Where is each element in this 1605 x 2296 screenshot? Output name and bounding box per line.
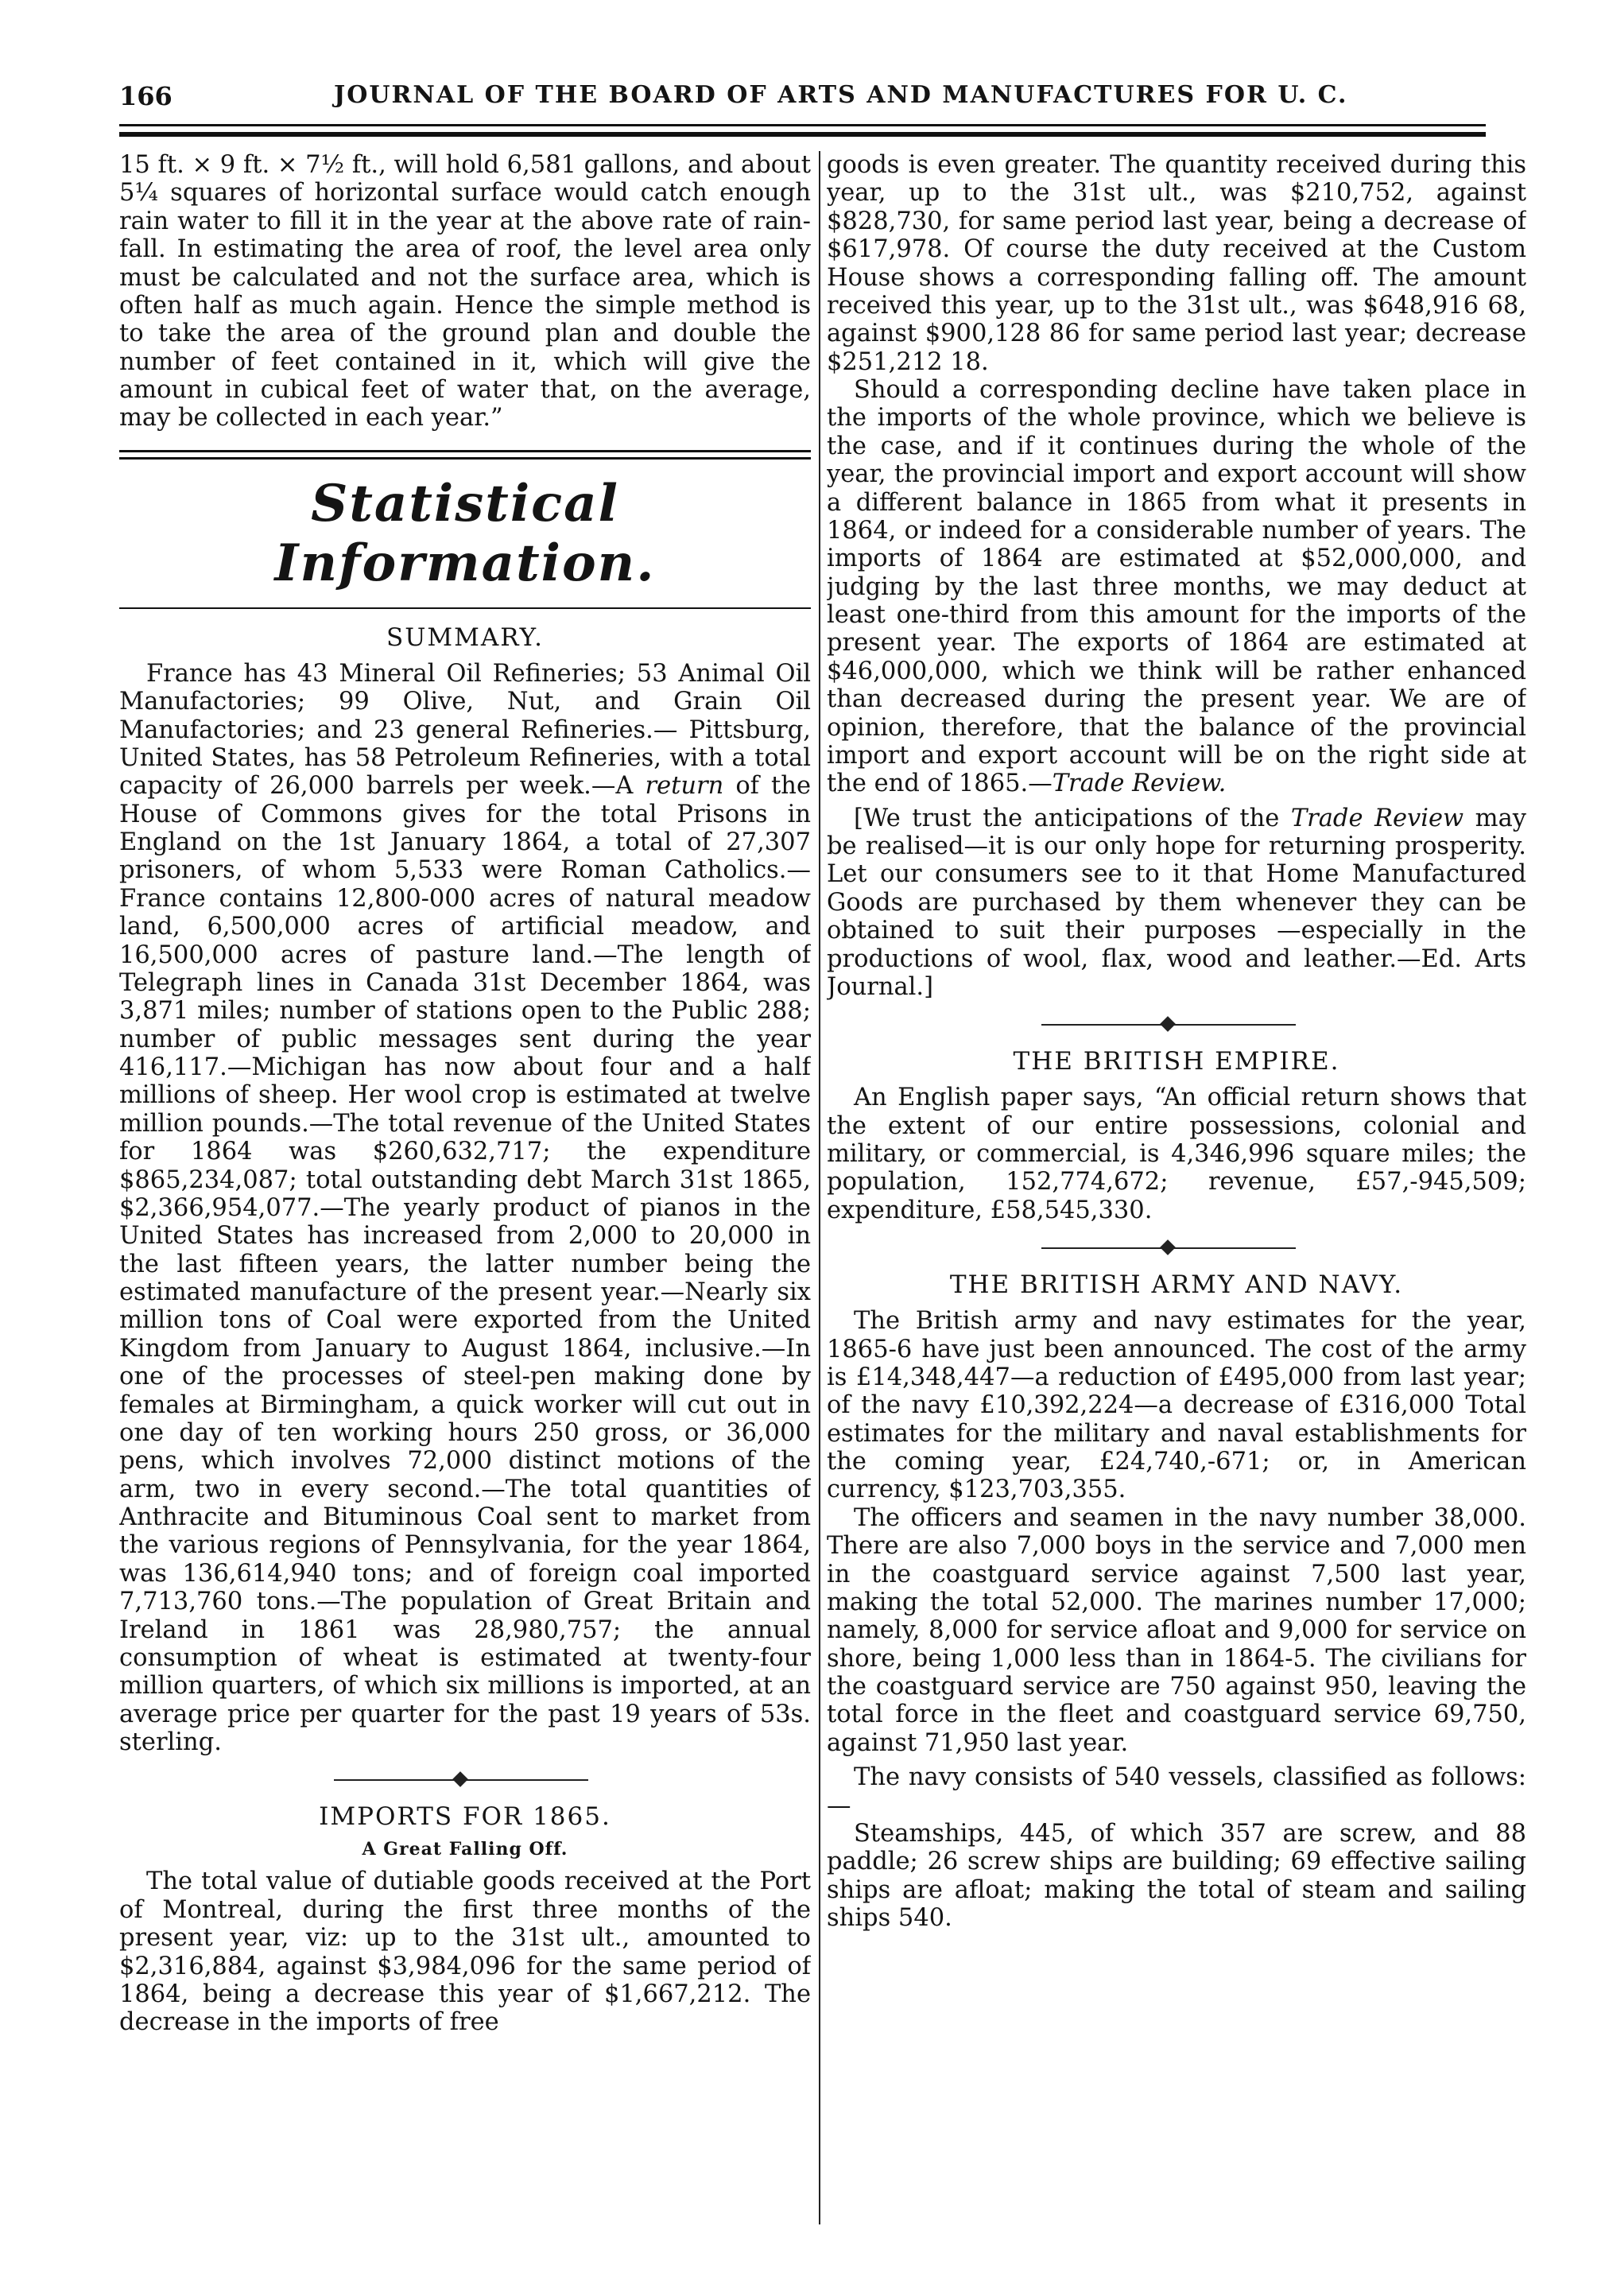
summary-return-word: return: [645, 772, 724, 801]
empire-heading: THE BRITISH EMPIRE.: [1013, 1047, 1340, 1076]
page-number: 166: [119, 81, 173, 111]
ornament-divider: [119, 1772, 811, 1788]
column-divider: [819, 151, 820, 2224]
intro-paragraph: 15 ft. × 9 ft. × 7½ ft., will hold 6,581 gallons, and about 5¼ squares of horizontal surface would catch enough rain water to fill it in the year at the above rate of rain-fall. In estimating the area of roof, the level area only must be calculated and not the surface area, which is often half as much again. Hence the simple method is to take the area of the ground plan and double the number of feet contained in it, which will give the amount in cubical feet of water that, on the average, may be collected in each year.”: [119, 151, 811, 432]
imports-p2-source: Trade Review.: [1052, 770, 1227, 798]
right-column: [827, 151, 1526, 2240]
summary-paragraph: [119, 660, 811, 1757]
header-rule-thick: [119, 132, 1486, 137]
army-paragraph-2: The officers and seamen in the navy number 38,000. There are also 7,000 boys in the service and 7,000 men in the coastguard service against 7,500 last year, making the total 52,000. The marines number 17,000; namely, 8,000 for service afloat and 9,000 for service on shore, being 1,000 less than in 1864-5. The civilians for the coastguard service are 750 against 950, leaving the total force in the fleet and coastguard service 69,750, against 71,950 last year.: [827, 1503, 1526, 1757]
army-heading: THE BRITISH ARMY AND NAVY.: [949, 1270, 1404, 1300]
banner-rule: [119, 607, 811, 609]
editor-note-b: may be realised—it is our only hope for returning prosperity. Let our consumers see to it that Home Manufactured Goods are purchased by them whenever they can be obtained to suit their purposes —especially in the productions of wool, flax, wood and leather.—Ed. Arts Journal.]: [827, 804, 1526, 1001]
army-paragraph-1: The British army and navy estimates for the year, 1865-6 have just been announced. The cost of the army is £14,348,447—a reduction of £495,000 from last year; of the navy £10,392,224—a decrease of £316,000 Total estimates for the military and naval establishments for the coming year, £24,740,-671; or, in American currency, $123,703,355.: [827, 1307, 1526, 1504]
header-rule: [119, 124, 1486, 126]
imports-paragraph-2: [827, 376, 1526, 798]
section-banner: Statistical Information.: [274, 473, 656, 593]
summary-text-2: of the House of Commons gives for the total Prisons in England on the 1st January 1864, a total of 27,307 prisoners, of whom 5,533 were Roman Catholics.—France contains 12,800-000 acres of natural meadow land, 6,500,000 acres of artificial meadow, and 16,500,000 acres of pasture land.—The length of Telegraph lines in Canada 31st December 1864, was 3,871 miles; number of stations open to the Public 288; number of public messages sent during the year 416,117.—Michigan has now about four and a half millions of sheep. Her wool crop is estimated at twelve million pounds.—The total revenue of the United States for 1864 was $260,632,717; the expenditure $865,234,087; total outstanding debt March 31st 1865, $2,366,954,077.—The yearly product of pianos in the United States has increased from 2,000 to 20,000 in the last fifteen years, the latter number being the estimated manufacture of the present year.—Nearly six million tons of Coal were exported from the United Kingdom from January to August 1864, inclusive.—In one of the processes of steel-pen making done by females at Birmingham, a quick worker will cut out in one day of ten working hours 250 gross, or 36,000 pens, which involves 72,000 distinct motions of the arm, two in every second.—The total quantities of Anthracite and Bituminous Coal sent to market from the various regions of Pennsylvania, for the year 1864, was 136,614,940 tons; and of foreign coal imported 7,713,760 tons.—The population of Great Britain and Ireland in 1861 was 28,980,757; the annual consumption of wheat is estimated at twenty-four million quarters, of which six millions is imported, at an average price per quarter for the past 19 years of 53s. sterling.: [119, 772, 811, 1756]
imports-heading: IMPORTS FOR 1865.: [319, 1802, 611, 1832]
imports-paragraph: The total value of dutiable goods received at the Port of Montreal, during the first three months of the present year, viz: up to the 31st ult., amounted to $2,316,884, against $3,984,096 for the same period of 1864, being a decrease this year of $1,667,212. The decrease in the imports of free: [119, 1867, 811, 2037]
army-paragraph-3: The navy consists of 540 vessels, classified as follows:—: [827, 1763, 1526, 1820]
running-head: [119, 73, 1486, 121]
left-column: [119, 151, 811, 2240]
summary-heading: SUMMARY.: [386, 622, 544, 652]
army-paragraph-4: Steamships, 445, of which 357 are screw, and 88 paddle; 26 screw ships are building; 69 effective sailing ships are afloat; making the total of steam and sailing ships 540.: [827, 1819, 1526, 1932]
ornament-divider: [827, 1240, 1526, 1256]
summary-text-1: France has 43 Mineral Oil Refineries; 53 Animal Oil Manufactories; 99 Olive, Nut, and Grain Oil Manufactories; and 23 general Refineries.— Pittsburg, United States, has 58 Petroleum Refineries, with a total capacity of 26,000 barrels per week.—A: [119, 659, 811, 801]
editor-note-trade-review: Trade Review: [1290, 804, 1464, 832]
ornament-divider: [827, 1017, 1526, 1033]
imports-p2-text: Should a corresponding decline have taken place in the imports of the whole province, which we believe is the case, and if it continues during the whole of the year, the provincial import and export account will show a different balance in 1865 from what it presents in 1864, or indeed for a considerable number of years. The imports of 1864 are estimated at $52,000,000, and judging by the last three months, we may deduct at least one-third from this amount for the imports of the present year. The exports of 1864 are estimated at $46,000,000, which we think will be rather enhanced than decreased during the present year. We are of opinion, therefore, that the balance of the provincial import and export account will be on the right side at the end of 1865.—: [827, 376, 1526, 798]
imports-subheading: A Great Falling Off.: [362, 1839, 568, 1860]
imports-continued: goods is even greater. The quantity received during this year, up to the 31st ult., was $210,752, against $828,730, for same period last year, being a decrease of $617,978. Of course the duty received at the Custom House shows a corresponding falling off. The amount received this year, up to the 31st ult., was $648,916 68, against $900,128 86 for same period last year; decrease $251,212 18.: [827, 151, 1526, 376]
journal-title: JOURNAL OF THE BOARD OF ARTS AND MANUFACTURES FOR U. C.: [334, 81, 1348, 109]
editor-note-a: [We trust the anticipations of the: [854, 804, 1291, 832]
section-rule: [119, 450, 811, 460]
empire-paragraph: An English paper says, “An official return shows that the extent of our entire possessions, colonial and military, or commercial, is 4,346,996 square miles; the population, 152,774,672; revenue, £57,-945,509; expenditure, £58,545,330.: [827, 1084, 1526, 1224]
editor-note: [827, 805, 1526, 1002]
